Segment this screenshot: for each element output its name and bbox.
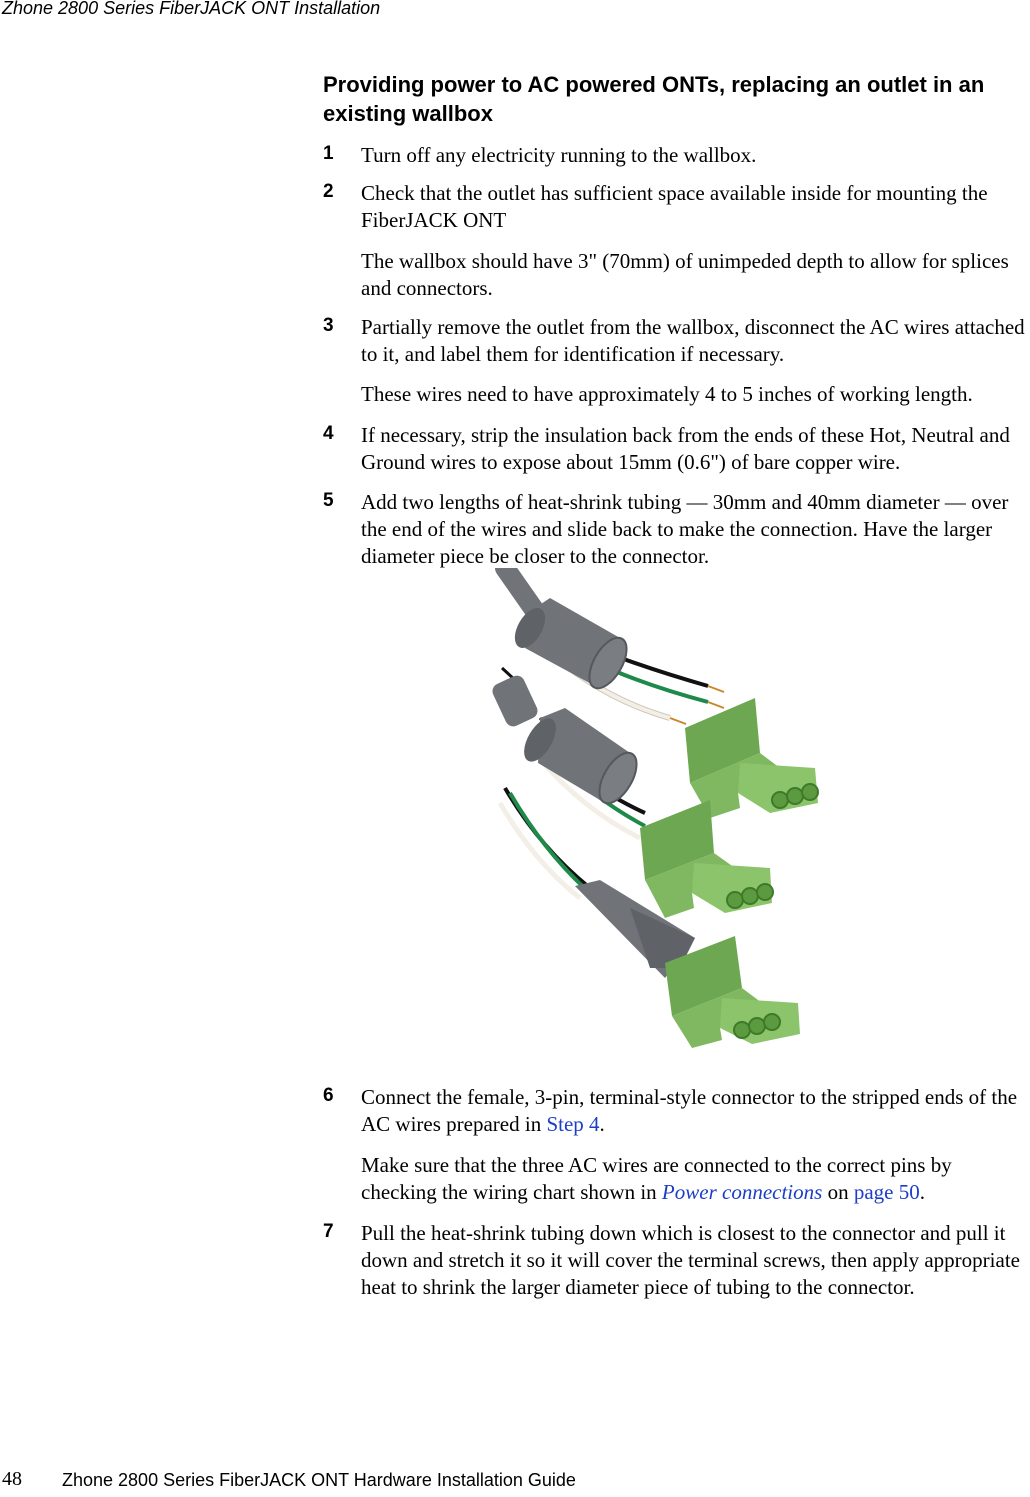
step-number: 2 <box>323 181 334 202</box>
step-number: 1 <box>323 143 334 164</box>
terminal-connector <box>640 800 773 918</box>
power-connections-link[interactable]: Power connections <box>661 1180 823 1204</box>
note-text-part: on <box>822 1180 854 1204</box>
step-text-part: . <box>599 1112 605 1136</box>
step-2-note: The wallbox should have 3" (70mm) of unimpeded depth to allow for splices and connectors. <box>361 249 1009 300</box>
terminal-connector <box>685 698 818 818</box>
step-text: If necessary, strip the insulation back from the ends of these Hot, Neutral and Ground wires to expose about 15mm (0.6") of bare copper wire. <box>361 423 1010 474</box>
step-number: 3 <box>323 315 334 336</box>
step-number: 4 <box>323 423 334 444</box>
assembly-wires-with-two-tubes <box>490 668 645 838</box>
step-number: 5 <box>323 490 334 511</box>
running-header: Zhone 2800 Series FiberJACK ONT Installation <box>2 0 381 18</box>
section-heading: Providing power to AC powered ONTs, replacing an outlet in an existing wallbox <box>323 72 985 126</box>
heat-shrink-connector-illustration <box>480 568 825 1048</box>
step-number: 7 <box>323 1221 334 1242</box>
page-number: 48 <box>2 1468 22 1490</box>
page-50-link[interactable]: page 50 <box>853 1180 920 1204</box>
step-text: Pull the heat-shrink tubing down which is closest to the connector and pull it down and stretch it so it will cover the terminal screws, then apply appropriate heat to shrink the larger diameter piece of tubing to the connector. <box>361 1221 1020 1299</box>
footer-guide-title: Zhone 2800 Series FiberJACK ONT Hardware Installation Guide <box>62 1470 576 1490</box>
step-number: 6 <box>323 1085 334 1106</box>
note-text-part: . <box>919 1180 925 1204</box>
assembly-wires-with-tubing <box>505 568 724 724</box>
step-text: Partially remove the outlet from the wallbox, disconnect the AC wires attached to it, and label them for identification if necessary. <box>361 315 1025 366</box>
step-text: Check that the outlet has sufficient space available inside for mounting the FiberJACK ONT <box>361 181 988 232</box>
note-text-part: Make sure that the three AC wires are connected to the correct pins by checking the wiring chart shown in <box>361 1153 952 1204</box>
step-6-note <box>361 1152 1030 1206</box>
step-text: Turn off any electricity running to the wallbox. <box>361 143 757 167</box>
step-text: Add two lengths of heat-shrink tubing — 30mm and 40mm diameter — over the end of the wires and slide back to make the connection. Have the larger diameter piece be closer to the connector. <box>361 490 1009 568</box>
step-4-link[interactable]: Step 4 <box>546 1112 600 1136</box>
step-text-part: Connect the female, 3-pin, terminal-style connector to the stripped ends of the AC wires prepared in <box>361 1085 1018 1136</box>
step-3-note: These wires need to have approximately 4 to 5 inches of working length. <box>361 382 973 406</box>
step-text <box>361 1084 1030 1138</box>
